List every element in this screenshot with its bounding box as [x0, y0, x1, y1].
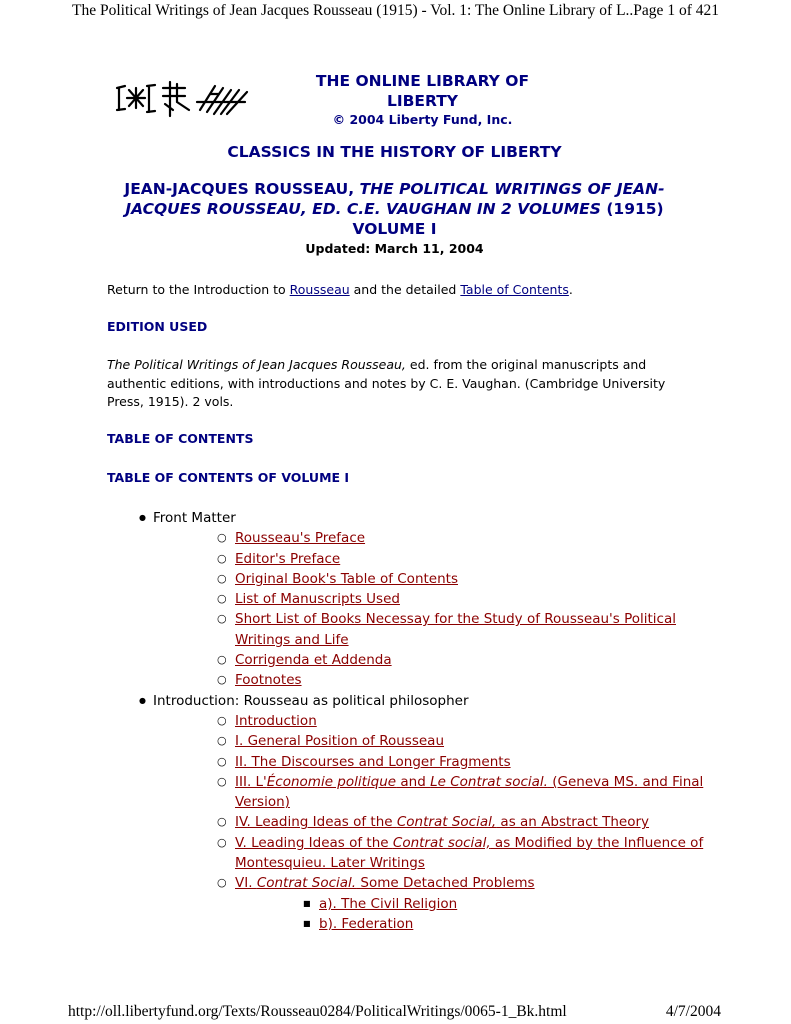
- text-part: VI.: [235, 875, 257, 892]
- text-part: and: [396, 773, 431, 790]
- book-title: [107, 179, 682, 239]
- toc-item: [153, 731, 727, 751]
- toc-item: [153, 609, 727, 650]
- edition-details: ed. from the original manuscripts and authentic editions, with introductions and notes by C. E. Vaughan. (Cambridge University Press, 1915). 2 vols.: [107, 357, 666, 409]
- introduction-label: Introduction: Rousseau as political philosopher: [153, 692, 469, 709]
- toc-item: [153, 670, 727, 690]
- toc-item: [153, 569, 727, 589]
- library-name-line1: THE ONLINE LIBRARY OF: [315, 72, 530, 90]
- toc-link-manuscripts[interactable]: List of Manuscripts Used: [235, 591, 400, 608]
- book-year: (1915): [606, 200, 664, 218]
- toc-item: [153, 711, 727, 731]
- text-part-italic: Économie politique: [266, 773, 397, 790]
- edition-heading: EDITION USED: [107, 319, 208, 334]
- toc-item: [153, 528, 727, 548]
- toc-link-detached-problems[interactable]: [235, 875, 535, 891]
- toc-link-discourses[interactable]: II. The Discourses and Longer Fragments: [235, 753, 511, 770]
- text-part-italic: Contrat Social.: [256, 875, 357, 892]
- return-prefix: Return to the Introduction to: [107, 282, 290, 297]
- library-copyright: © 2004 Liberty Fund, Inc.: [332, 112, 513, 127]
- updated-date: Updated: March 11, 2004: [305, 241, 484, 256]
- toc-link-leading-ideas-abstract[interactable]: [235, 814, 649, 830]
- toc-subitem: [235, 894, 727, 914]
- toc-link-corrigenda[interactable]: Corrigenda et Addenda: [235, 652, 392, 669]
- return-suffix: .: [568, 282, 573, 297]
- toc-link-introduction[interactable]: Introduction: [235, 712, 317, 729]
- text-part-italic: Le Contrat social.: [430, 773, 548, 790]
- print-header: The Political Writings of Jean Jacques Rousseau (1915) - Vol. 1: The Online Library of L..Page 1 of 421: [72, 2, 719, 19]
- toc-link-editors-preface[interactable]: Editor's Preface: [235, 550, 341, 567]
- toc-link-original-toc[interactable]: Original Book's Table of Contents: [235, 570, 458, 587]
- toc-section-introduction: [107, 691, 727, 935]
- toc-link-economie-politique[interactable]: [235, 774, 703, 810]
- cuneiform-logo-icon: [115, 76, 260, 118]
- toc-item: [153, 752, 727, 772]
- toc-link-rousseaus-preface[interactable]: Rousseau's Preface: [235, 530, 366, 547]
- toc-volume-heading: TABLE OF CONTENTS OF VOLUME I: [107, 470, 350, 485]
- toc-item: [153, 873, 727, 934]
- toc-item: [153, 589, 727, 609]
- text-part-italic: Contrat social,: [392, 834, 491, 851]
- toc-item: [153, 549, 727, 569]
- rousseau-link[interactable]: Rousseau: [289, 282, 350, 297]
- return-line: [107, 281, 687, 300]
- toc-subitem: [235, 914, 727, 934]
- table-of-contents: [107, 508, 727, 934]
- text-part: as an Abstract Theory: [496, 814, 650, 831]
- toc-link-leading-ideas-montesquieu[interactable]: [235, 835, 703, 871]
- footer-date: 4/7/2004: [665, 1003, 721, 1020]
- text-part: as Modified by the Influence of Montesquieu. Later Writings: [235, 834, 704, 872]
- toc-item: [153, 772, 727, 813]
- text-part: IV. Leading Ideas of the: [235, 814, 397, 831]
- book-author: JEAN-JACQUES ROUSSEAU,: [124, 180, 355, 198]
- library-title: [300, 71, 545, 129]
- front-matter-label: Front Matter: [153, 510, 236, 526]
- toc-section-front-matter: [107, 508, 727, 691]
- text-part: Some Detached Problems: [356, 875, 535, 892]
- edition-title: The Political Writings of Jean Jacques Rousseau,: [107, 357, 406, 372]
- table-of-contents-link[interactable]: Table of Contents: [460, 282, 569, 297]
- footer-url: http://oll.libertyfund.org/Texts/Rousseau0284/PoliticalWritings/0065-1_Bk.html: [68, 1003, 567, 1020]
- book-volume: VOLUME I: [352, 220, 437, 238]
- text-part: III. L': [235, 773, 267, 790]
- toc-link-footnotes[interactable]: Footnotes: [235, 672, 302, 689]
- library-name-line2: LIBERTY: [386, 92, 459, 110]
- toc-link-federation[interactable]: b). Federation: [319, 915, 414, 932]
- edition-description: [107, 356, 687, 412]
- toc-heading: TABLE OF CONTENTS: [107, 431, 254, 446]
- toc-item: [153, 833, 727, 874]
- toc-item: [153, 812, 727, 832]
- return-middle: and the detailed: [349, 282, 461, 297]
- toc-item: [153, 650, 727, 670]
- print-footer: [68, 1003, 721, 1021]
- text-part: (Geneva MS. and Final Version): [235, 773, 704, 811]
- book-title-italic: THE POLITICAL WRITINGS OF JEAN-JACQUES ROUSSEAU, ED. C.E. VAUGHAN IN 2 VOLUMES: [125, 180, 665, 218]
- classics-heading: CLASSICS IN THE HISTORY OF LIBERTY: [227, 143, 562, 161]
- toc-link-general-position[interactable]: I. General Position of Rousseau: [235, 733, 445, 750]
- toc-link-short-list[interactable]: Short List of Books Necessay for the Study of Rousseau's Political Writings and Life: [235, 611, 676, 648]
- text-part-italic: Contrat Social,: [396, 814, 497, 831]
- toc-link-civil-religion[interactable]: a). The Civil Religion: [319, 895, 458, 912]
- text-part: V. Leading Ideas of the: [235, 834, 393, 851]
